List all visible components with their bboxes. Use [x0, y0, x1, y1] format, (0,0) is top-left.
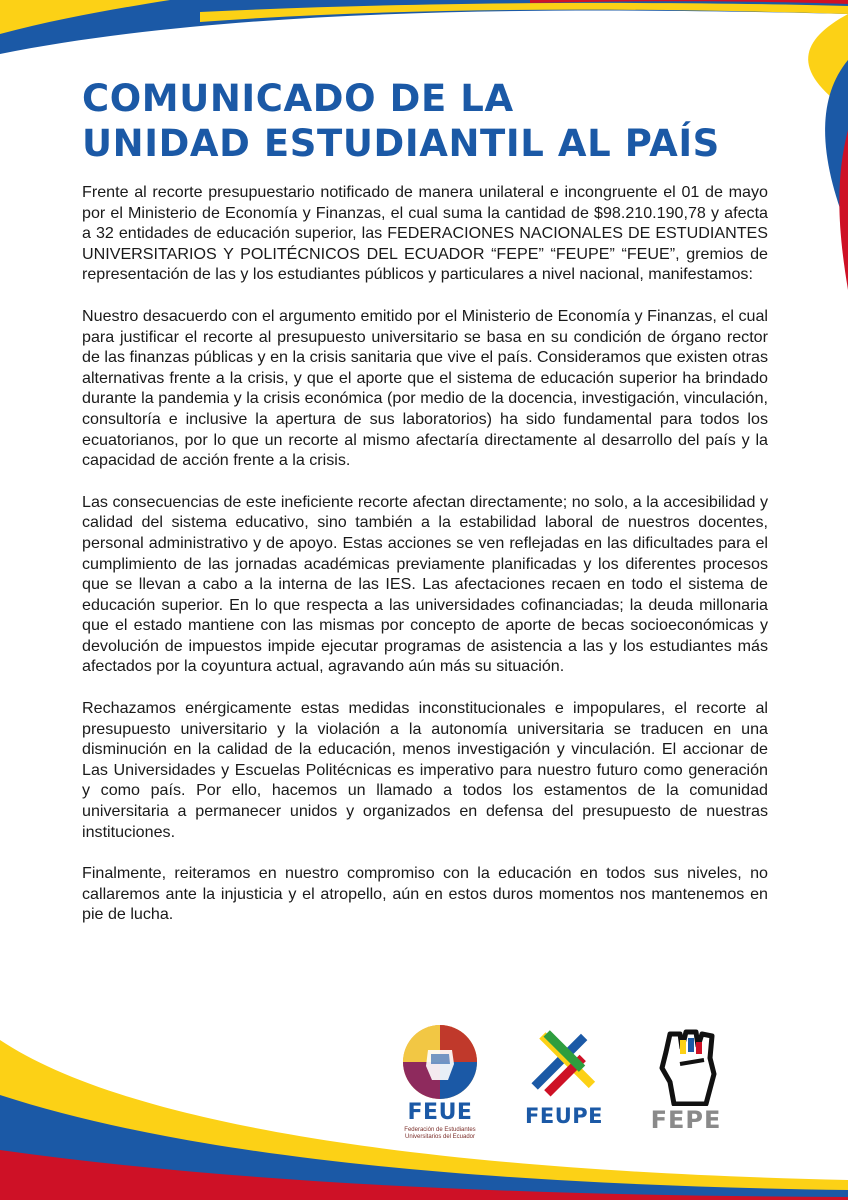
fepe-logo-text: FEPE: [650, 1106, 722, 1134]
feue-logo-text: FEUE: [407, 1100, 473, 1125]
statement-body: [82, 182, 768, 946]
raised-fist-icon: [640, 1024, 732, 1106]
page-title: [82, 76, 782, 166]
paragraph-intro: Frente al recorte presupuestario notificado de manera unilateral e incongruente el 01 de mayo por el Ministerio de Economía y Finanzas, el cual suma la cantidad de $98.210.190,78 y afecta a 32 entidades de educación superior, las FEDERACIONES NACIONALES DE ESTUDIANTES UNIVERSITARIOS Y POLITÉCNICOS DEL ECUADOR “FEPE” “FEUPE” “FEUE”, gremios de representación de las y los estudiantes públicos y particulares a nivel nacional, manifestamos:: [82, 183, 768, 284]
paragraph-rejection: Rechazamos enérgicamente estas medidas inconstitucionales e impopulares, el recorte al presupuesto universitario y la violación a la autonomía universitaria se traducen en una disminución en la calidad de la educación, menos investigación y vinculación. El accionar de Las Universidades y Escuelas Politécnicas es imperativo para nuestro futuro como generación y como país. Por ello, hacemos un llamado a todos los estamentos de la comunidad universitaria a permanecer unidos y organizados en defensa del presupuesto de nuestras instituciones.: [82, 699, 768, 841]
paragraph-closing: Finalmente, reiteramos en nuestro compromiso con la educación en todos sus niveles, no callaremos ante la injusticia y el atropello, aún en estos duros momentos nos mantenemos en pie de lucha.: [82, 864, 768, 924]
feupe-crossed-bars-icon: [520, 1024, 608, 1102]
paragraph-disagreement: Nuestro desacuerdo con el argumento emitido por el Ministerio de Economía y Finanzas, el cual para justificar el recorte al presupuesto universitario se basa en su condición de órgano rector de las finanzas públicas y en la crisis sanitaria que vive el país. Consideramos que existen otras alternativas frente a la crisis, y que el aporte que el sistema de educación superior ha brindado durante la pandemia y la crisis económica (por medio de la docencia, investigación, vinculación, consultoría e inclusive la apertura de sus laboratorios) ha sido fundamental para todos los ecuatorianos, por lo que un recorte al mismo afectaría directamente al desarrollo del país y la capacidad de acción frente a la crisis.: [82, 306, 768, 470]
paragraph-consequences: Las consecuencias de este ineficiente recorte afectan directamente; no solo, a la accesibilidad y calidad del sistema educativo, sino también a la estabilidad laboral de nuestros docentes, personal administrativo y de apoyo. Estas acciones se ven reflejadas en las dificultades para el cumplimiento de las jornadas académicas previamente planificadas y los diferentes procesos que se llevan a cabo a la interna de las IES. Las afectaciones recaen en todo el sistema de educación superior. En lo que respecta a las universidades cofinanciadas; la deuda millonaria que el estado mantiene con las mismas por concepto de aporte de becas socioeconómicas y devolución de impuestos impide ejecutar programas de asistencia a las y los estudiantes más afectados por la coyuntura actual, agravando aún más su situación.: [82, 492, 768, 676]
feue-emblem-icon: [398, 1024, 482, 1102]
feupe-logo-text: FEUPE: [525, 1104, 603, 1128]
fepe-logo: [640, 1024, 732, 1142]
feupe-logo: [520, 1024, 608, 1134]
title-line-2: UNIDAD ESTUDIANTIL AL PAÍS: [82, 122, 720, 165]
title-line-1: COMUNICADO DE LA: [82, 77, 514, 120]
feue-logo: [398, 1024, 482, 1142]
feue-logo-subtitle: Federación de Estudiantes Universitarios del Ecuador: [404, 1127, 476, 1140]
